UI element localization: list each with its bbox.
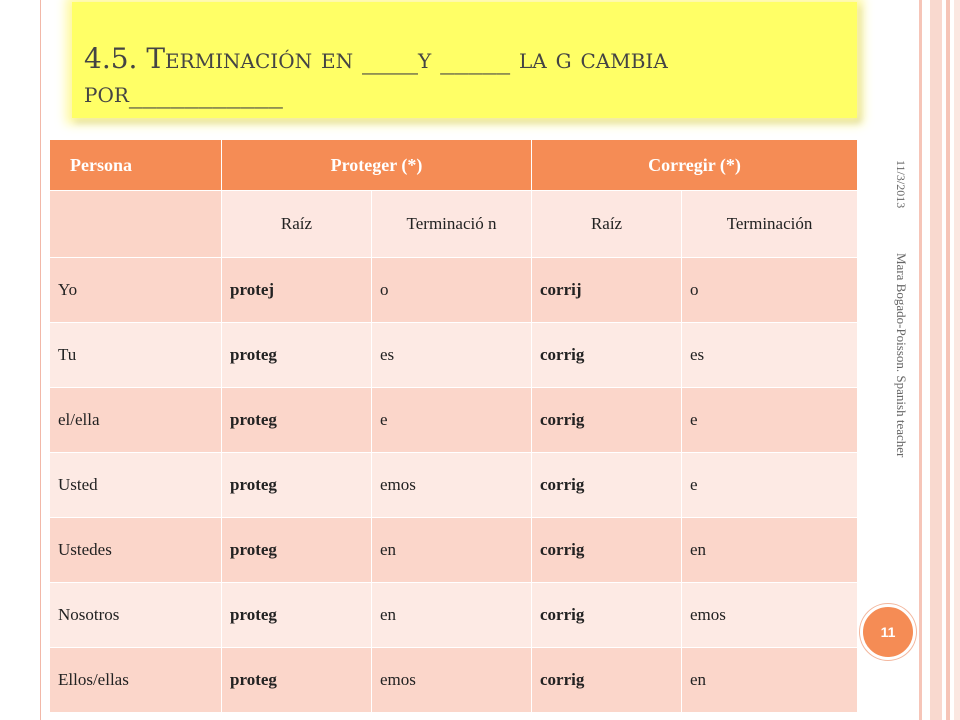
table-cell: proteg (222, 648, 372, 713)
table-row (50, 258, 858, 323)
subheader-cell: Terminació n (372, 191, 532, 258)
table-cell: o (372, 258, 532, 323)
table-cell: Nosotros (50, 583, 222, 648)
subheader-cell: Raíz (222, 191, 372, 258)
table-cell: el/ella (50, 388, 222, 453)
table-cell: proteg (222, 323, 372, 388)
table-cell: corrig (532, 518, 682, 583)
table-subheader-row (50, 191, 858, 258)
header-proteger: Proteger (*) (222, 140, 532, 191)
table-cell: en (682, 518, 858, 583)
page-number-badge: 11 (860, 604, 916, 660)
decor-stripe (954, 0, 960, 720)
slide-author: Mara Bogado-Poisson. Spanish teacher (894, 253, 909, 458)
table-cell: Usted (50, 453, 222, 518)
decor-stripe (930, 0, 942, 720)
table-cell: corrig (532, 453, 682, 518)
table-cell: en (372, 583, 532, 648)
slide-title: 4.5. Terminación en ____y _____ la g cambia por___________ (84, 42, 668, 109)
subheader-cell: Raíz (532, 191, 682, 258)
table-cell: o (682, 258, 858, 323)
subheader-cell (50, 191, 222, 258)
table-cell: emos (372, 648, 532, 713)
table-cell: emos (372, 453, 532, 518)
subheader-cell: Terminación (682, 191, 858, 258)
table-cell: es (372, 323, 532, 388)
table-cell: corrig (532, 583, 682, 648)
table-cell: proteg (222, 518, 372, 583)
table-cell: e (372, 388, 532, 453)
conjugation-table (49, 139, 858, 713)
title-box (72, 2, 857, 118)
table-cell: corrij (532, 258, 682, 323)
table-cell: e (682, 388, 858, 453)
table-cell: corrig (532, 388, 682, 453)
table-cell: Yo (50, 258, 222, 323)
table-cell: protej (222, 258, 372, 323)
table-row (50, 648, 858, 713)
table-row (50, 518, 858, 583)
table-cell: e (682, 453, 858, 518)
table-cell: Ellos/ellas (50, 648, 222, 713)
table-cell: proteg (222, 453, 372, 518)
table-cell: es (682, 323, 858, 388)
table-cell: emos (682, 583, 858, 648)
table-cell: Ustedes (50, 518, 222, 583)
table-cell: proteg (222, 388, 372, 453)
table-cell: en (682, 648, 858, 713)
decor-stripe (946, 0, 950, 720)
table-cell: proteg (222, 583, 372, 648)
header-persona: Persona (50, 140, 222, 191)
decor-stripe (919, 0, 922, 720)
table-row (50, 453, 858, 518)
table-cell: corrig (532, 648, 682, 713)
table-row (50, 583, 858, 648)
table-row (50, 323, 858, 388)
left-border-line (40, 0, 41, 720)
table-row (50, 388, 858, 453)
table-cell: en (372, 518, 532, 583)
header-corregir: Corregir (*) (532, 140, 858, 191)
slide-date: 11/3/2013 (894, 160, 908, 209)
table-cell: Tu (50, 323, 222, 388)
table-header-row (50, 140, 858, 191)
table-cell: corrig (532, 323, 682, 388)
